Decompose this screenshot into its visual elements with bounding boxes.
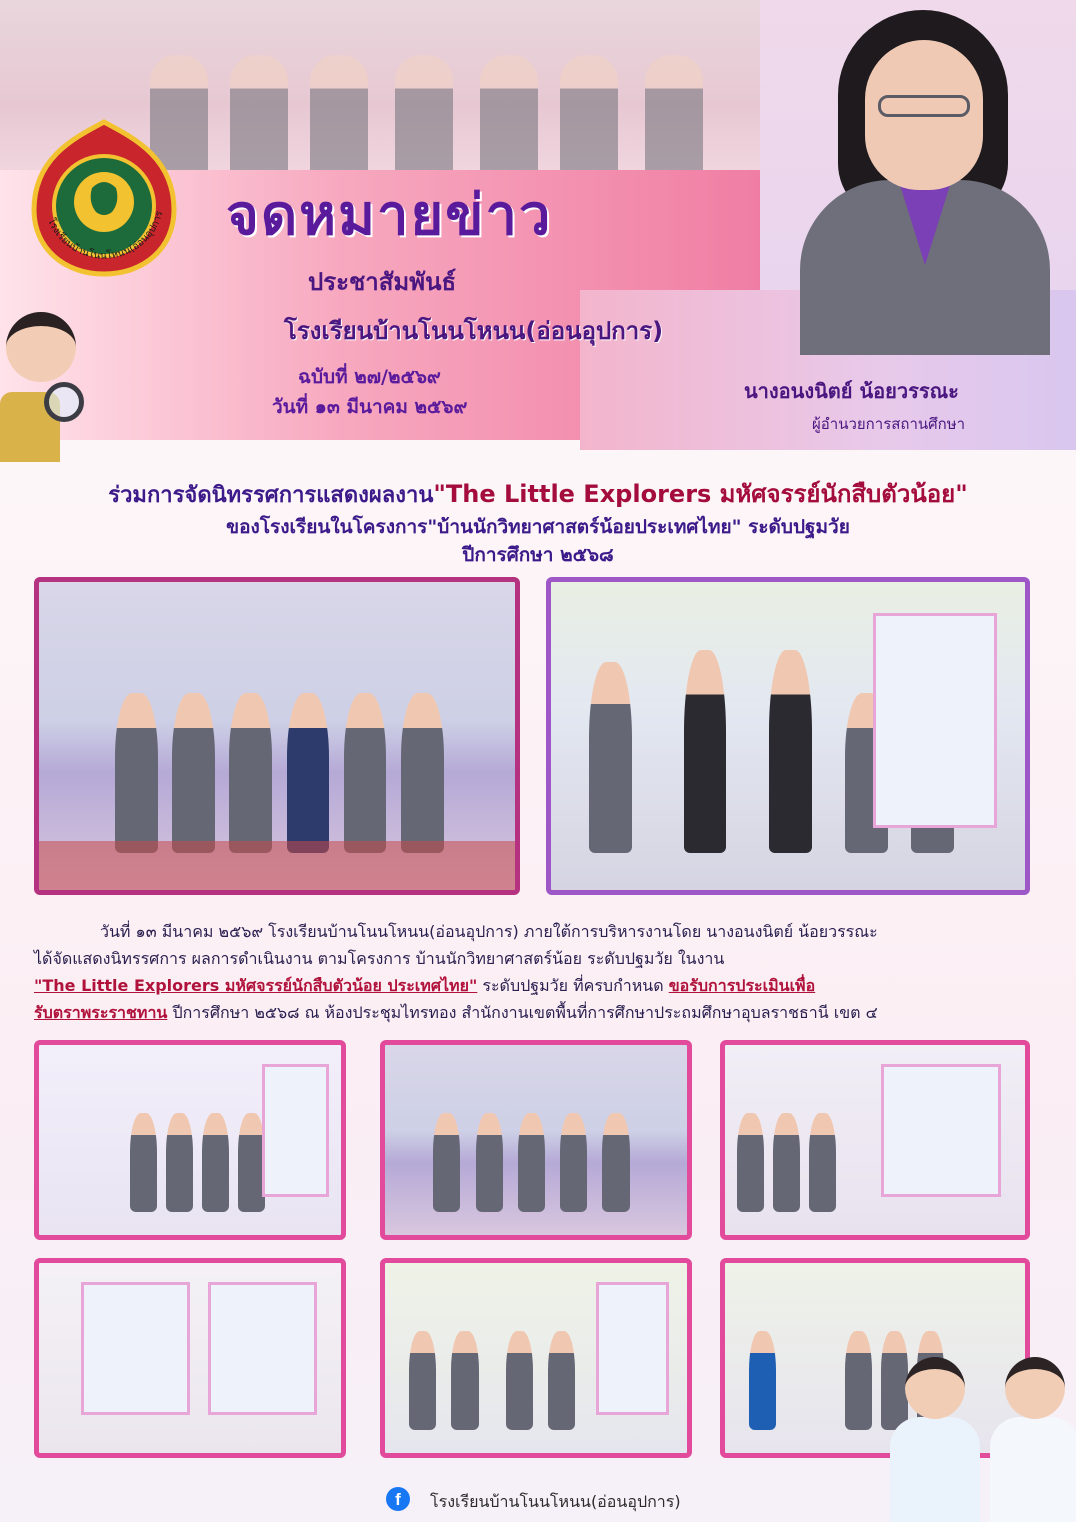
- facebook-icon: f: [386, 1487, 410, 1511]
- school-logo: [24, 118, 184, 278]
- photo-certificates: [546, 577, 1030, 895]
- issue-date: วันที่ ๑๓ มีนาคม ๒๕๖๙: [272, 396, 468, 418]
- body-royal-award: รับตราพระราชทาน: [34, 1003, 168, 1022]
- headline-line-3: ปีการศึกษา ๒๕๖๘: [462, 544, 614, 566]
- body-line-4-rest: ปีการศึกษา ๒๕๖๘ ณ ห้องประชุมไทรทอง สำนักงานเขตพื้นที่การศึกษาประถมศึกษาอุบลราชธานี เขต ๔: [167, 1003, 878, 1022]
- headline-line-2: ของโรงเรียนในโครงการ"บ้านนักวิทยาศาสตร์น้อยประเทศไทย" ระดับปฐมวัย: [226, 516, 850, 538]
- facebook-page-name[interactable]: โรงเรียนบ้านโนนโหนน(อ่อนอุปการ): [430, 1492, 681, 1511]
- director-name: นางอนงนิตย์ น้อยวรรณะ: [744, 379, 959, 403]
- body-evaluation-phrase: ขอรับการประเมินเพื่อ: [668, 976, 816, 995]
- gallery-photo-5: [380, 1258, 692, 1458]
- body-line-3: [34, 972, 1044, 999]
- logo-text: โรงเรียนบ้านโนนโหนน(อ่อนอุปการ: [45, 209, 166, 262]
- body-event-name: "The Little Explorers มหัศจรรย์นักสืบตัวน้อย ประเทศไทย": [34, 976, 478, 995]
- headline-prefix: ร่วมการจัดนิทรรศการแสดงผลงาน: [108, 483, 434, 508]
- body-line-1: วันที่ ๑๓ มีนาคม ๒๕๖๙ โรงเรียนบ้านโนนโหนน(อ่อนอุปการ) ภายใต้การบริหารงานโดย นางอนงนิตย์ น้อยวรรณะ: [100, 922, 878, 941]
- school-name: โรงเรียนบ้านโนนโหนน(อ่อนอุปการ): [284, 317, 664, 345]
- gallery-photo-2: [380, 1040, 692, 1240]
- body-line-4: [34, 999, 1044, 1026]
- issue-number: ฉบับที่ ๒๗/๒๕๖๙: [298, 366, 441, 388]
- gallery-photo-3: [720, 1040, 1030, 1240]
- body-line-3-mid: ระดับปฐมวัย ที่ครบกำหนด: [477, 976, 669, 995]
- photo-award-ceremony: [34, 577, 520, 895]
- newsletter-subtitle: ประชาสัมพันธ์: [308, 268, 457, 296]
- director-portrait: [800, 10, 1050, 355]
- newsletter-title: จดหมายข่าว: [226, 183, 553, 248]
- child-magnifier-photo: [0, 312, 100, 462]
- kids-greeting-photo: [880, 1352, 1076, 1522]
- gallery-photo-4: [34, 1258, 346, 1458]
- gallery-photo-1: [34, 1040, 346, 1240]
- headline-event-name: "The Little Explorers มหัศจรรย์นักสืบตัวน้อย": [433, 480, 968, 508]
- headline-line-1: [0, 474, 1076, 513]
- director-position: ผู้อำนวยการสถานศึกษา: [812, 415, 966, 433]
- body-line-2: ได้จัดแสดงนิทรรศการ ผลการดำเนินงาน ตามโครงการ บ้านนักวิทยาศาสตร์น้อย ระดับปฐมวัย ในงาน: [34, 949, 725, 968]
